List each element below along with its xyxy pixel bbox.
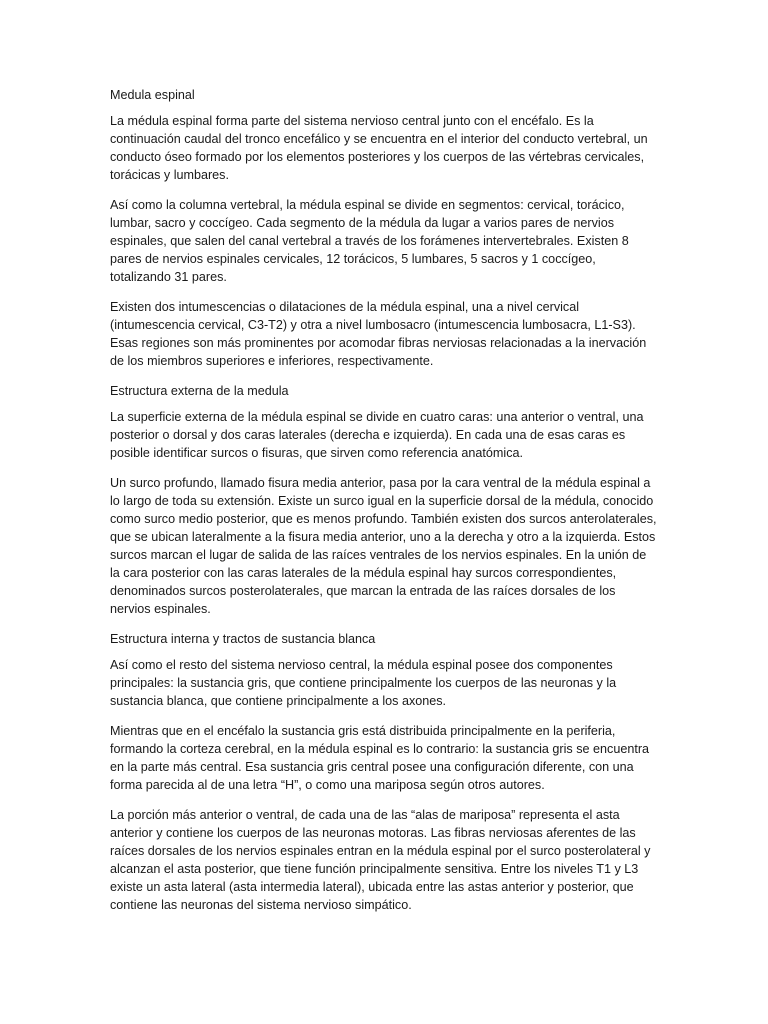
paragraph-text: Así como la columna vertebral, la médula espinal se divide en segmentos: cervical, torácico, lumbar, sacro y coccígeo. Cada segmento de la médula da lugar a varios pares de nervios espinales, que salen del canal vertebral a través de los forámenes intervertebrales. Existen 8 pares de nervios espinales cervicales, 12 torácicos, 5 lumbares, 5 sacros y 1 coccígeo, totalizando 31 pares. [110,198,629,284]
paragraph-text: La médula espinal forma parte del sistema nervioso central junto con el encéfalo. Es la continuación caudal del tronco encefálico y se encuentra en el interior del conducto vertebral, un conducto óseo formado por los elementos posteriores y los cuerpos de las vértebras cervicales, torácicas y lumbares. [110,114,648,182]
paragraph [110,722,658,794]
section-external-structure [110,382,658,618]
paragraph-text: Existen dos intumescencias o dilataciones de la médula espinal, una a nivel cervical (intumescencia cervical, C3-T2) y otra a nivel lumbosacro (intumescencia lumbosacra, L1-S3). Esas regiones son más prominentes por acomodar fibras nerviosas relacionadas a la inervación de los miembros superiores e inferiores, respectivamente. [110,300,647,368]
paragraph-text: Un surco profundo, llamado fisura media anterior, pasa por la cara ventral de la médula espinal a lo largo de toda su extensión. Existe un surco igual en la superficie dorsal de la médula, conocido como surco medio posterior, que es menos profundo. También existen dos surcos anterolaterales, que se ubican lateralmente a la fisura media anterior, uno a la derecha y otro a la izquierda. Estos surcos marcan el lugar de salida de las raíces ventrales de los nervios espinales. En la unión de la cara posterior con las caras laterales de la médula espinal hay surcos correspondientes, denominados surcos posterolaterales, que marcan la entrada de las raíces dorsales de los nervios espinales. [110,476,657,616]
paragraph-text: La superficie externa de la médula espinal se divide en cuatro caras: una anterior o ventral, una posterior o dorsal y dos caras laterales (derecha e izquierda). En cada una de esas caras es posible identificar surcos o fisuras, que sirven como referencia anatómica. [110,410,644,460]
paragraph-text: La porción más anterior o ventral, de cada una de las “alas de mariposa” representa el asta anterior y contiene los cuerpos de las neuronas motoras. Las fibras nerviosas aferentes de las raíces dorsales de los nervios espinales entran en la médula espinal por el surco posterolateral y alcanzan el asta posterior, que tiene función principalmente sensitiva. Entre los niveles T1 y L3 existe un asta lateral (asta intermedia lateral), ubicada entre las astas anterior y posterior, que contiene las neuronas del sistema nervioso simpático. [110,808,651,912]
section-internal-structure [110,630,658,914]
document-title: Medula espinal [110,88,195,102]
section-heading: Estructura externa de la medula [110,384,289,398]
paragraph-text: Mientras que en el encéfalo la sustancia gris está distribuida principalmente en la periferia, formando la corteza cerebral, en la médula espinal es lo contrario: la sustancia gris se encuentra en la parte más central. Esa sustancia gris central posee una configuración diferente, con una forma parecida al de una letra “H”, o como una mariposa según otros autores. [110,724,650,792]
paragraph [110,474,658,618]
section-intro [110,112,658,370]
paragraph-text: Así como el resto del sistema nervioso central, la médula espinal posee dos componentes principales: la sustancia gris, que contiene principalmente los cuerpos de las neuronas y la sustancia blanca, que contiene principalmente a los axones. [110,658,617,708]
paragraph [110,196,658,286]
paragraph [110,298,658,370]
section-heading: Estructura interna y tractos de sustancia blanca [110,632,376,646]
paragraph [110,408,658,462]
paragraph [110,656,658,710]
paragraph [110,112,658,184]
paragraph [110,806,658,914]
